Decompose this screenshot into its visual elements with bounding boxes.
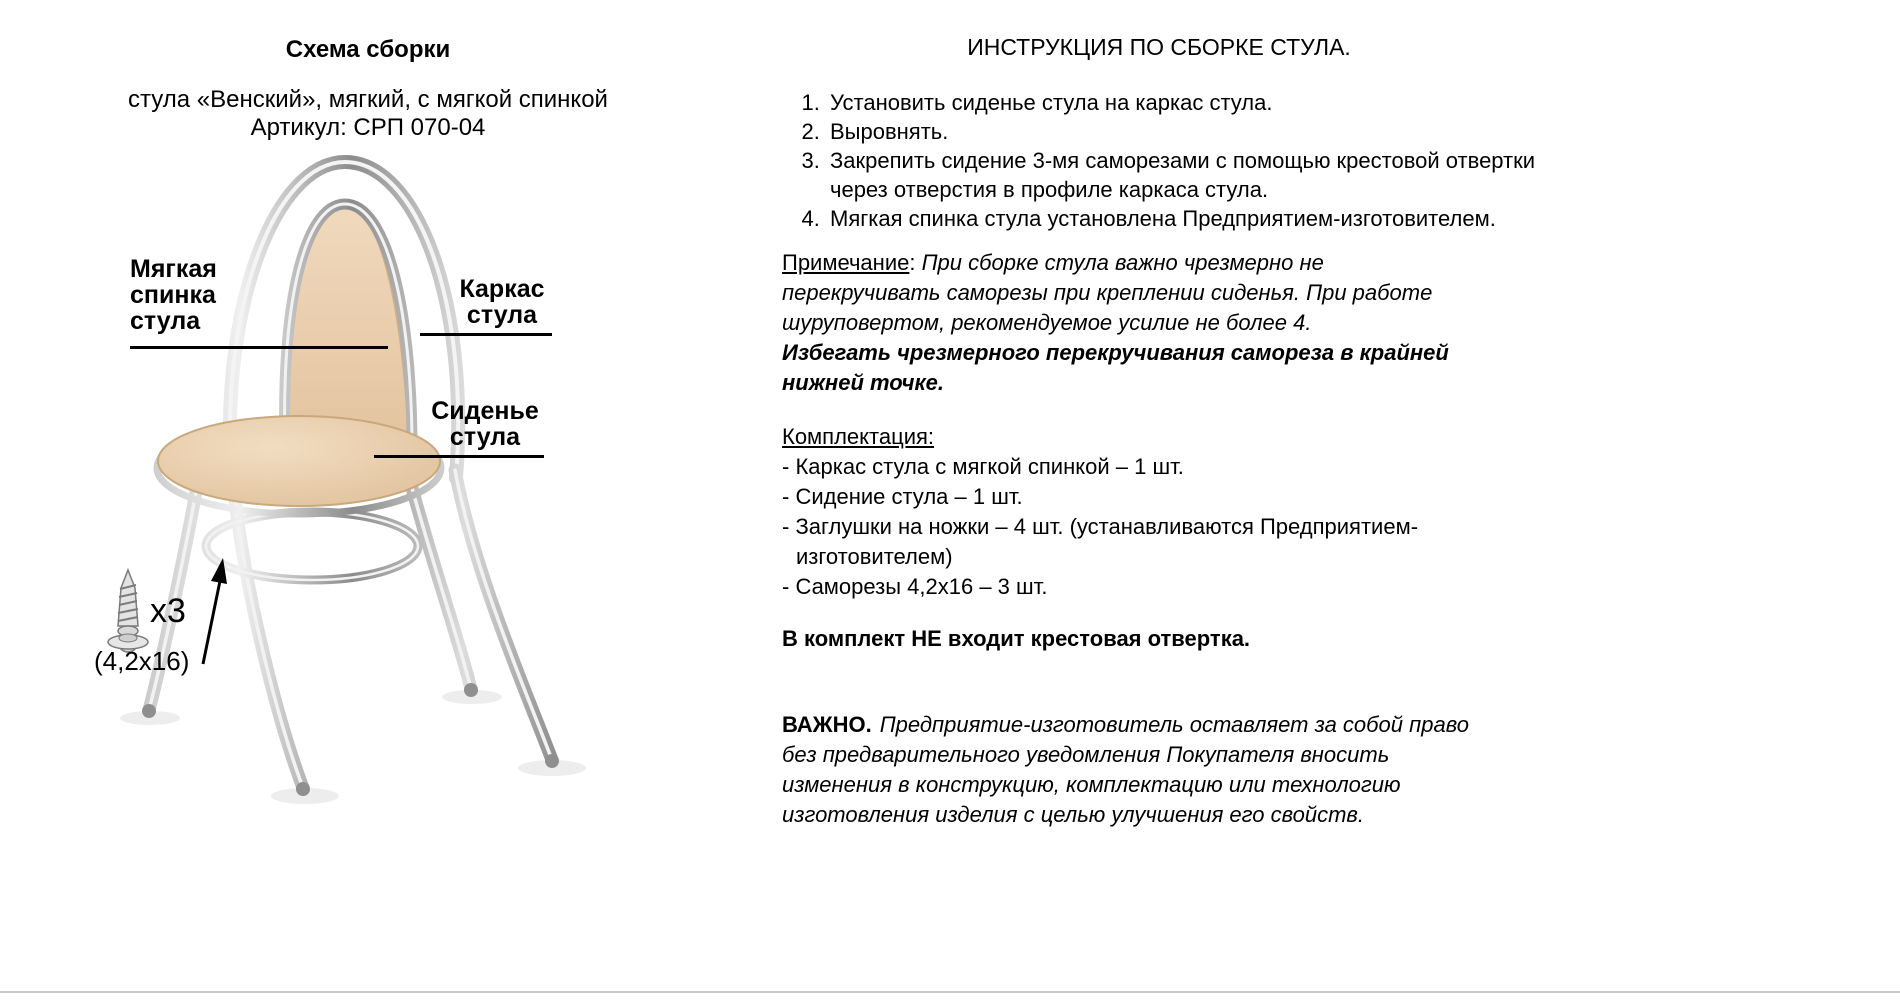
important-text-line2: без предварительного уведомления Покупателя вносить [782, 742, 1390, 767]
note-text-line3: шуруповертом, рекомендуемое усилие не более 4. [782, 310, 1312, 335]
leader-line-back [130, 346, 388, 349]
note-line-1 [782, 248, 1536, 278]
diagram-title: Схема сборки [285, 36, 451, 63]
diagram-article: Артикул: СРП 070-04 [250, 114, 486, 141]
leader-line-frame [420, 333, 552, 336]
package-item-3: - Заглушки на ножки – 4 шт. (устанавливаются Предприятием-изготовителем) [782, 514, 1419, 569]
label-soft-back-line1: Мягкая [130, 255, 217, 283]
label-soft-back-line2: спинка [130, 281, 216, 309]
label-soft-back [130, 256, 217, 334]
not-included-note: В комплект НЕ входит крестовая отвертка. [782, 626, 1251, 651]
step-1: 1. Установить сиденье стула на каркас стула. [826, 88, 1536, 117]
chair-illustration [100, 148, 660, 808]
label-frame-line2: стула [466, 301, 538, 329]
diagram-header [88, 36, 648, 142]
step-2: 2. Выровнять. [826, 117, 1536, 146]
note-text-line2: перекручивать саморезы при креплении сиденья. При работе [782, 280, 1433, 305]
label-frame-line1: Каркас [459, 275, 545, 303]
important-text-line3: изменения в конструкцию, комплектацию или технологию [782, 772, 1401, 797]
note-warning-line2: нижней точке. [782, 370, 944, 395]
assembly-steps-list [782, 88, 1536, 233]
label-frame [450, 276, 554, 328]
screw-icon [102, 568, 154, 658]
note-label: Примечание [782, 250, 910, 275]
important-label: ВАЖНО. [782, 712, 872, 737]
diagram-subtitle: стула «Венский», мягкий, с мягкой спинкой [128, 86, 608, 113]
screw-size-label: (4,2х16) [94, 646, 190, 676]
important-text-line4: изготовления изделия с целью улучшения его свойств. [782, 802, 1365, 827]
package-item-4: - Саморезы 4,2х16 – 3 шт. [782, 574, 1048, 599]
important-line-1 [782, 710, 1536, 740]
important-paragraph [782, 710, 1536, 830]
label-soft-back-line3: стула [130, 307, 201, 335]
package-item-1: - Каркас стула с мягкой спинкой – 1 шт. [782, 454, 1184, 479]
package-heading: Комплектация: [782, 424, 935, 449]
note-text-line1: При сборке стула важно чрезмерно не [921, 250, 1324, 275]
arrow-up-icon [196, 556, 232, 668]
label-seat [424, 398, 546, 450]
screw-count-label: х3 [150, 592, 186, 630]
step-4: 4. Мягкая спинка стула установлена Предприятием-изготовителем. [826, 204, 1536, 233]
instructions-column [782, 34, 1536, 830]
label-seat-line2: стула [449, 423, 521, 451]
page-bottom-border [0, 991, 1900, 993]
package-item-2: - Сидение стула – 1 шт. [782, 484, 1023, 509]
note-paragraph [782, 248, 1536, 398]
chair-image [100, 148, 660, 808]
leader-line-seat [374, 455, 544, 458]
instructions-heading: ИНСТРУКЦИЯ ПО СБОРКЕ СТУЛА. [967, 34, 1351, 60]
note-warning-line1: Избегать чрезмерного перекручивания самореза в крайней [782, 340, 1449, 365]
important-text-line1: Предприятие-изготовитель оставляет за собой право [879, 712, 1469, 737]
step-3: 3. Закрепить сидение 3-мя саморезами с помощью крестовой отвертки через отверстия в профиле каркаса стула. [826, 146, 1536, 204]
label-seat-line1: Сиденье [431, 397, 539, 425]
package-list [782, 452, 1536, 602]
note-separator: : [909, 250, 922, 275]
